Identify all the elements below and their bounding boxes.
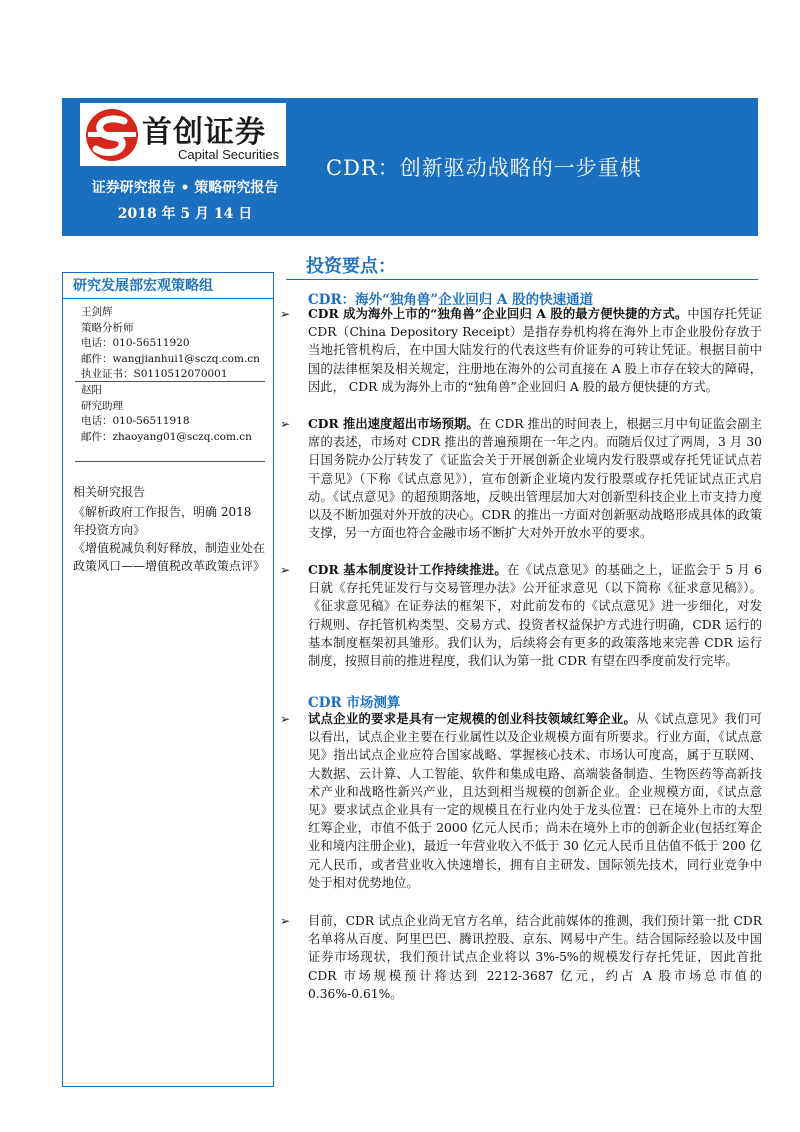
paragraph xyxy=(308,912,762,1003)
paragraph-body: 中国存托凭证 CDR（China Depository Receipt）是指存券机构将在海外上市企业股份存放于当地托管机构后，在中国大陆发行的代表这些有价证券的可转让凭证。根据目前中国的法律框架及相关规定，注册地在海外的公司直接在 A 股上市存在较大的障碍，因此， CDR 成为海外上市的“独角兽”企业回归 A 股的最方便快捷的方式。 xyxy=(308,307,762,394)
bullet-arrow-icon: ➢ xyxy=(280,914,291,928)
paragraph xyxy=(308,710,762,892)
paragraph-body: 从《试点意见》我们可以看出，试点企业主要在行业属性以及企业规模方面有所要求。行业方面，《试点意见》指出试点企业应符合国家战略、掌握核心技术、市场认可度高，属于互联网、大数据、云计算、人工智能、软件和集成电路、高端装备制造、生物医药等高新技术产业和战略性新兴产业，且达到相当规模的创新企业。企业规模方面，《试点意见》要求试点企业具有一定的规模且在行业内处于龙头位置：已在境外上市的大型红筹企业，市值不低于 2000 亿元人民币；尚未在境外上市的创新企业(包括红筹企业和境内注册企业)，最近一年营业收入不低于 30 亿元人民币且估值不低于 200 亿元人民币，或者营业收入快速增长，拥有自主研发、国际领先技术，同行业竞争中处于相对优势地位。 xyxy=(308,712,762,890)
analyst-phone: 电话：010-56511918 xyxy=(81,415,190,427)
analyst-name: 赵阳 xyxy=(81,384,102,396)
logo-english-name: Capital Securities xyxy=(178,147,280,162)
bullet-arrow-icon: ➢ xyxy=(280,417,291,431)
analyst-card xyxy=(81,305,260,383)
paragraph-lead: CDR 成为海外上市的“独角兽”企业回归 A 股的最方便快捷的方式。 xyxy=(308,306,688,321)
related-reports-title: 相关研究报告 xyxy=(73,485,146,499)
analyst-name: 王剑辉 xyxy=(81,306,113,318)
analyst-role: 研究助理 xyxy=(81,399,123,412)
paragraph-body: 在 CDR 推出的时间表上，根据三月中旬证监会副主席的表述，市场对 CDR 推出的普遍预期在一年之内。而随后仅过了两周，3 月 30 日国务院办公厅转发了《证监会关于开展创新企业境内发行股票或存托凭证试点若干意见》（下称《试点意见》），宣布创新企业境内发行股票或存托凭证试点正式启动。《试点意见》的超预期落地，反映出管理层加大对创新型科技企业上市支持力度以及不断加强对外开放的决心。CDR 的推出一方面对创新驱动战略形成具体的政策支撑，另一方面也符合金融市场不断扩大对外开放水平的要求。 xyxy=(308,417,762,541)
paragraph-lead: 试点企业的要求是具有一定规模的创业科技领域红筹企业。 xyxy=(308,711,637,726)
sidebar-group-title: 研究发展部宏观策略组 xyxy=(63,273,273,299)
paragraph xyxy=(308,305,762,396)
analyst-email: 邮件：zhaoyang01@sczq.com.cn xyxy=(81,430,252,443)
bullet-arrow-icon: ➢ xyxy=(280,563,291,577)
divider xyxy=(75,381,265,382)
company-logo xyxy=(80,103,286,166)
analyst-card xyxy=(81,383,252,445)
subheading: CDR：海外“独角兽”企业回归 A 股的快速通道 xyxy=(308,292,594,308)
paragraph-lead: CDR 基本制度设计工作持续推进。 xyxy=(308,562,507,577)
paragraph-body: 目前，CDR 试点企业尚无官方名单，结合此前媒体的推测，我们预计第一批 CDR 名单将从百度、阿里巴巴、腾讯控股、京东、网易中产生。结合国际经验以及中国证券市场现状，我们预计试点企业将以 3%-5%的规模发行存托凭证，因此首批 CDR 市场规模预计将达到 2212-3687 亿元，约占 A 股市场总市值的 0.36%-0.61%。 xyxy=(308,914,762,1001)
analyst-email: 邮件：wangjianhui1@sczq.com.cn xyxy=(81,352,260,365)
divider xyxy=(75,461,265,462)
report-date: 2018 年 5 月 14 日 xyxy=(117,206,253,222)
report-title: CDR：创新驱动战略的一步重棋 xyxy=(326,156,642,180)
analyst-role: 策略分析师 xyxy=(81,321,134,334)
logo-chinese-name: 首创证券 xyxy=(142,115,266,150)
report-type: 证券研究报告 • 策略研究报告 xyxy=(91,180,279,196)
paragraph-lead: CDR 推出速度超出市场预期。 xyxy=(308,416,479,431)
related-reports xyxy=(73,483,265,575)
analyst-phone: 电话：010-56511920 xyxy=(81,337,190,349)
paragraph-body: 在《试点意见》的基础之上，证监会于 5 月 6 日就《存托凭证发行与交易管理办法》公开征求意见（以下简称《征求意见稿》）。《征求意见稿》在证券法的框架下，对此前发布的《试点意见》进一步细化，对发行规则、存托管机构类型、交易方式、投资者权益保护方式进行明确，CDR 运行的基本制度框架初具雏形。我们认为，后续将会有更多的政策落地来完善 CDR 运行制度，按照目前的推进程度，我们认为第一批 CDR 有望在四季度前发行完毕。 xyxy=(308,563,762,669)
bullet-arrow-icon: ➢ xyxy=(280,307,291,321)
paragraph xyxy=(308,415,762,542)
subheading: CDR 市场测算 xyxy=(308,695,401,711)
bullet-arrow-icon: ➢ xyxy=(280,712,291,726)
related-report-item[interactable]: 《解析政府工作报告，明确 2018 年投资方向》 xyxy=(73,505,252,537)
logo-mark-icon xyxy=(84,107,140,163)
related-report-item[interactable]: 《增值税减负利好释放，制造业处在政策风口——增值税改革政策点评》 xyxy=(73,541,266,573)
sidebar xyxy=(62,272,274,1087)
analyst-license: 执业证书：S0110512070001 xyxy=(81,368,228,380)
paragraph xyxy=(308,561,762,670)
section-divider xyxy=(286,279,758,280)
section-title: 投资要点： xyxy=(306,256,396,277)
